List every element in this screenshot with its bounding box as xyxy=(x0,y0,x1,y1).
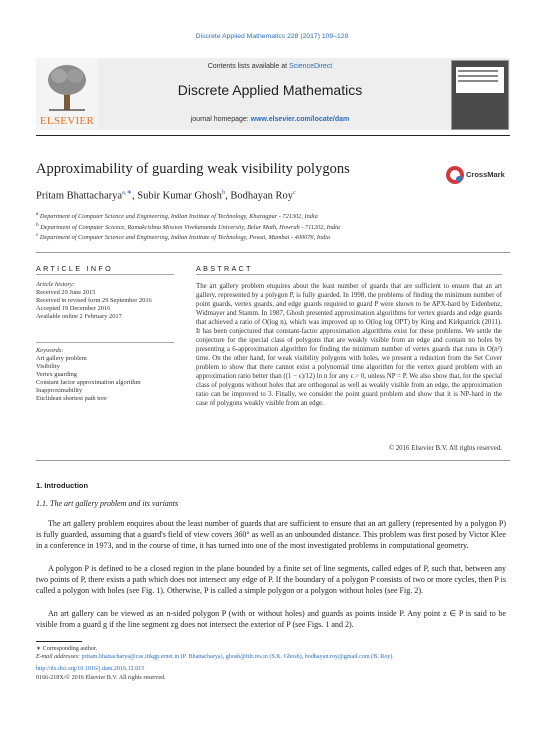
keyword-item: Vertex guarding xyxy=(36,371,77,378)
keyword-item: Euclidean shortest path tree xyxy=(36,395,107,402)
email-addresses[interactable]: pritam.bhattacharya@cse.iitkgp.ernet.in (P. Bhattacharya), ghosh@tifr.res.in (S.K. Ghosh), bodhayan.roy@gmail.com (B. Roy). xyxy=(81,654,394,660)
affiliation-mark: a xyxy=(36,211,39,217)
crossmark-badge[interactable] xyxy=(446,166,506,186)
abstract-rule xyxy=(196,274,502,275)
author-list xyxy=(36,188,506,202)
history-label: Article history: xyxy=(36,281,75,288)
author-affiliation-mark[interactable]: a,∗ xyxy=(122,189,132,196)
affiliation xyxy=(36,232,506,241)
author-name: Bodhayan Roy xyxy=(230,190,294,202)
doi-link[interactable]: http://dx.doi.org/10.1016/j.dam.2016.12.015 xyxy=(36,666,145,672)
affiliation xyxy=(36,211,506,220)
journal-cover-thumbnail xyxy=(451,60,509,130)
affiliation xyxy=(36,222,506,231)
history-item: Received 29 June 2015 xyxy=(36,289,96,296)
issn-line: 0166-218X/© 2016 Elsevier B.V. All rights reserved. xyxy=(36,675,166,681)
elsevier-logo xyxy=(36,58,98,130)
publisher-name: ELSEVIER xyxy=(39,115,95,127)
elsevier-tree-icon xyxy=(45,62,89,112)
homepage-prefix: journal homepage: xyxy=(190,116,251,123)
author-affiliation-mark[interactable]: c xyxy=(293,189,296,196)
keywords-rule xyxy=(36,342,174,343)
email-note xyxy=(36,653,506,661)
contents-line xyxy=(100,63,440,70)
subsection-heading: 1.1. The art gallery problem and its variants xyxy=(36,499,179,508)
authors-rule xyxy=(36,252,510,253)
contents-prefix: Contents lists available at xyxy=(207,63,290,70)
affiliation-mark: c xyxy=(36,232,39,238)
abstract-copyright: © 2016 Elsevier B.V. All rights reserved. xyxy=(388,445,502,452)
homepage-link[interactable]: www.elsevier.com/locate/dam xyxy=(250,116,350,123)
keyword-item: Visibility xyxy=(36,363,60,370)
keywords-label: Keywords: xyxy=(36,347,64,354)
affiliation-mark: b xyxy=(36,222,39,228)
author-affiliation-mark[interactable]: b xyxy=(221,189,226,196)
article-info-rule xyxy=(36,274,174,275)
article-history xyxy=(36,281,176,321)
author-separator: , xyxy=(131,190,138,202)
history-list xyxy=(36,289,176,321)
abstract-end-rule xyxy=(36,460,510,461)
history-item: Received in revised form 29 September 2016 xyxy=(36,297,152,304)
footnote-rule xyxy=(36,641,82,642)
section-heading: 1. Introduction xyxy=(36,481,89,490)
keyword-item: Art gallery problem xyxy=(36,355,87,362)
crossmark-label: CrossMark xyxy=(466,170,505,179)
crossmark-icon xyxy=(446,166,464,184)
article-info-heading: ARTICLE INFO xyxy=(36,264,113,273)
keywords-list xyxy=(36,355,181,403)
keywords-block xyxy=(36,347,181,403)
corresponding-author-note: ∗ Corresponding author. xyxy=(36,646,98,652)
keyword-item: Inapproximability xyxy=(36,387,83,394)
abstract-text: The art gallery problem enquires about the least number of guards that are sufficient to ensure that an art gallery, represented by a polygon P, is fully guarded. In 1998, the problems of finding the minimum number of point guards, vertex guards, and edge guards required to guard P were shown to be APX-hard by Eidenbenz, Widmayer and Stamm. In 1987, Ghosh presented approximation algorithms for vertex guards and edge guards that achieved a ratio of O(log n), which was improved up to O(log log OPT) by King and Kirkpatrick (2011). It has been conjectured that constant-factor approximation algorithms exist for these problems. We settle the conjecture for the special class of polygons that are weakly visible from an edge and contain no holes by presenting a 6-approximation algorithm for finding the minimum number of vertex guards that runs in O(n²) time. On the other hand, for weak visibility polygons with holes, we present a reduction from the Set Cover problem to show that there cannot exist a polynomial time algorithm for the vertex guard problem with an approximation ratio better than ((1 − ϵ)/12) ln n for any ϵ > 0, unless NP = P. We also show that, for the special class of polygons without holes that are orthogonal as well as weakly visible from an edge, the approximation ratio can be improved to 3. Finally, we consider the point guard problem and show that it is NP-hard in the case of polygons weakly visible from an edge. xyxy=(196,283,502,408)
author-separator: , xyxy=(225,190,231,202)
homepage-line xyxy=(100,116,440,123)
keyword-item: Constant factor approximation algorithm xyxy=(36,379,141,386)
cover-decoration xyxy=(458,70,498,85)
paragraph-3: An art gallery can be viewed as an n-sided polygon P (with or without holes) and guards as points inside P. Any point z ∈ P is said to be visible from a guard g if the line segment zg does not intersect the exterior of P (see Figs. 1 and 2). xyxy=(36,609,506,630)
abstract-heading: ABSTRACT xyxy=(196,264,253,273)
sciencedirect-link[interactable]: ScienceDirect xyxy=(289,63,333,70)
article-title: Approximability of guarding weak visibility polygons xyxy=(36,161,350,177)
history-item: Available online 2 February 2017 xyxy=(36,313,122,320)
affiliation-text: Department of Computer Science and Engineering, Indian Institute of Technology, Kharagpur - 721302, India xyxy=(38,213,318,221)
paragraph-1: The art gallery problem enquires about the least number of guards that are sufficient to ensure that an art gallery (represented by a polygon P) is fully guarded, assuming that a guard's field of view covers 360° as well as an unbounded distance. This problem was first posed by Victor Klee in a conference in 1973, and in the course of time, it has turned into one of the most investigated problems in computational geometry. xyxy=(36,519,506,551)
header-rule xyxy=(36,135,510,136)
paragraph-2: A polygon P is defined to be a closed region in the plane bounded by a finite set of line segments, called edges of P, such that, between any two points of P, there exists a path which does not intersect any edge of P. If the boundary of a polygon P consists of two or more cycles, then P is called a polygon with holes (see Fig. 1). Otherwise, P is called a simple polygon or a polygon without holes (see Fig. 2). xyxy=(36,564,506,596)
history-item: Accepted 19 December 2016 xyxy=(36,305,111,312)
affiliation-text: Department of Computer Science and Engineering, Indian Institute of Technology, Powai, Mumbai - 400076, India xyxy=(38,234,331,242)
email-label: E-mail addresses: xyxy=(36,654,82,660)
author-name: Pritam Bhattacharya xyxy=(36,190,123,202)
journal-title: Discrete Applied Mathematics xyxy=(177,82,363,98)
journal-reference[interactable]: Discrete Applied Mathematics 228 (2017) 109–129 xyxy=(195,33,349,40)
author-name: Subir Kumar Ghosh xyxy=(137,190,222,202)
affiliation-text: Department of Computer Science, Ramakrishna Mission Vivekananda University, Belur Math, Howrah - 711202, India xyxy=(38,224,340,232)
